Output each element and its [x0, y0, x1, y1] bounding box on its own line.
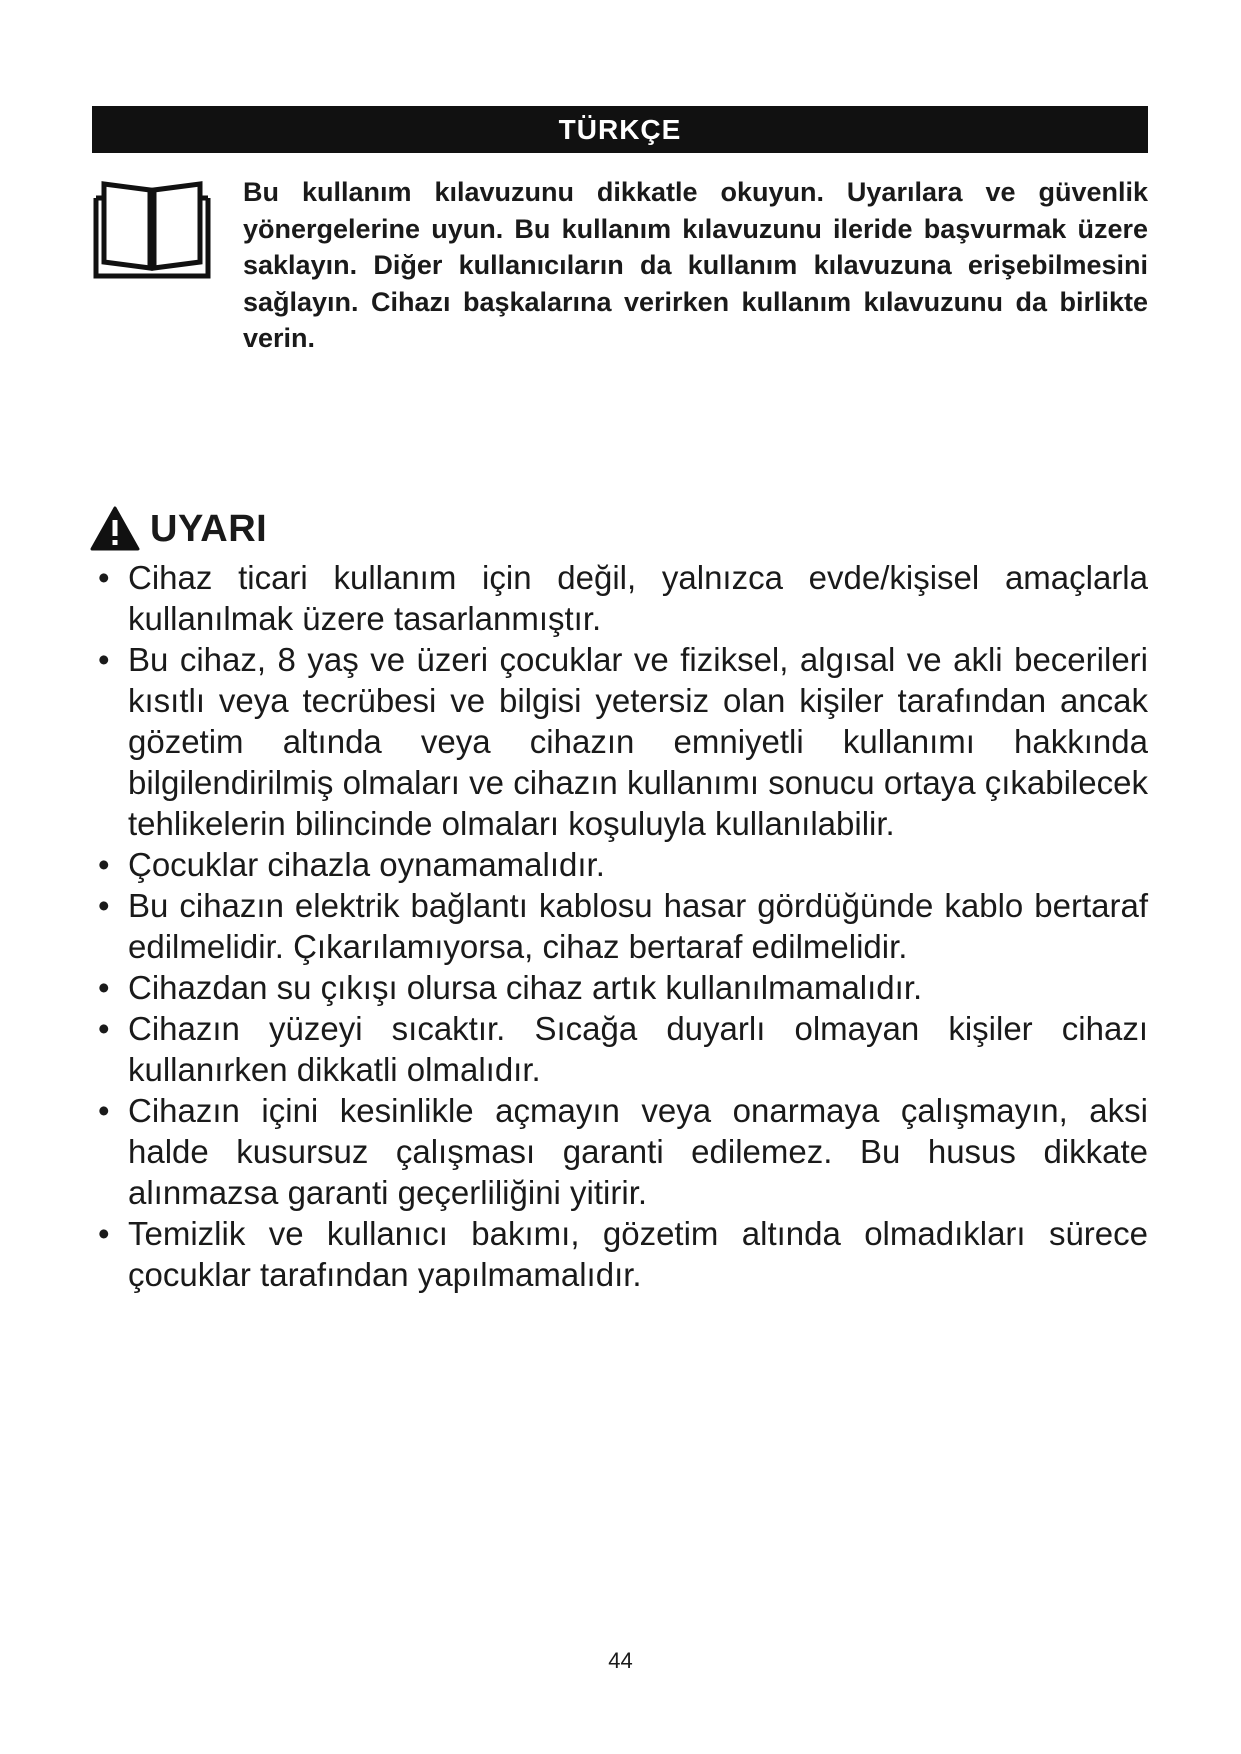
warning-item: [98, 1008, 1148, 1090]
warning-item: [98, 557, 1148, 639]
language-title: TÜRKÇE: [558, 113, 682, 145]
warning-list: [98, 557, 1148, 1295]
bullet-icon: •: [98, 887, 110, 924]
bullet-icon: •: [98, 1092, 110, 1129]
bullet-icon: •: [98, 641, 110, 678]
bullet-icon: •: [98, 559, 110, 596]
warning-item: [98, 844, 1148, 885]
page-number: 44: [608, 1648, 633, 1673]
warning-item: [98, 967, 1148, 1008]
warning-item-text: Çocuklar cihazla oynamamalıdır.: [128, 846, 605, 883]
warning-item-text: Cihazın içini kesinlikle açmayın veya onarmaya çalışmayın, aksi halde kusursuz çalışması garanti edilemez. Bu husus dikkate alınmazsa garanti geçerliliğini yitirir.: [128, 1092, 1148, 1211]
warning-title: UYARI: [150, 507, 268, 550]
warning-heading: [90, 505, 267, 553]
warning-item-text: Bu cihaz, 8 yaş ve üzeri çocuklar ve fiziksel, algısal ve akli becerileri kısıtlı veya tecrübesi ve bilgisi yetersiz olan kişiler tarafından ancak gözetim altında veya cihazın emniyetli kullanımı hakkında bilgilendirilmiş olmaları ve cihazın kullanımı sonucu ortaya çıkabilecek tehlikelerin bilincinde olmaları koşuluyla kullanılabilir.: [128, 641, 1148, 842]
warning-item: [98, 1213, 1148, 1295]
bullet-icon: •: [98, 1010, 110, 1047]
bullet-icon: •: [98, 1215, 110, 1252]
bullet-icon: •: [98, 846, 110, 883]
warning-item-text: Temizlik ve kullanıcı bakımı, gözetim altında olmadıkları sürece çocuklar tarafından yapılmamalıdır.: [128, 1215, 1148, 1293]
warning-item-text: Cihaz ticari kullanım için değil, yalnızca evde/kişisel amaçlarla kullanılmak üzere tasarlanmıştır.: [128, 559, 1148, 637]
warning-item: [98, 885, 1148, 967]
open-book-icon: [90, 176, 214, 282]
warning-item-text: Cihazın yüzeyi sıcaktır. Sıcağa duyarlı olmayan kişiler cihazı kullanırken dikkatli olmalıdır.: [128, 1010, 1148, 1088]
warning-item-text: Cihazdan su çıkışı olursa cihaz artık kullanılmamalıdır.: [128, 969, 923, 1006]
warning-triangle-icon: [90, 506, 140, 552]
warning-item-text: Bu cihazın elektrik bağlantı kablosu hasar gördüğünde kablo bertaraf edilmelidir. Çıkarılamıyorsa, cihaz bertaraf edilmelidir.: [128, 887, 1148, 965]
intro-paragraph: Bu kullanım kılavuzunu dikkatle okuyun. Uyarılara ve güvenlik yönergelerine uyun. Bu kullanım kılavuzunu ileride başvurmak üzere saklayın. Diğer kullanıcıların da kullanım kılavuzuna erişebilmesini sağlayın. Cihazı başkalarına verirken kullanım kılavuzunu da birlikte verin.: [243, 177, 1148, 353]
language-header: [92, 106, 1148, 153]
warning-item: [98, 639, 1148, 844]
warning-item: [98, 1090, 1148, 1213]
bullet-icon: •: [98, 969, 110, 1006]
